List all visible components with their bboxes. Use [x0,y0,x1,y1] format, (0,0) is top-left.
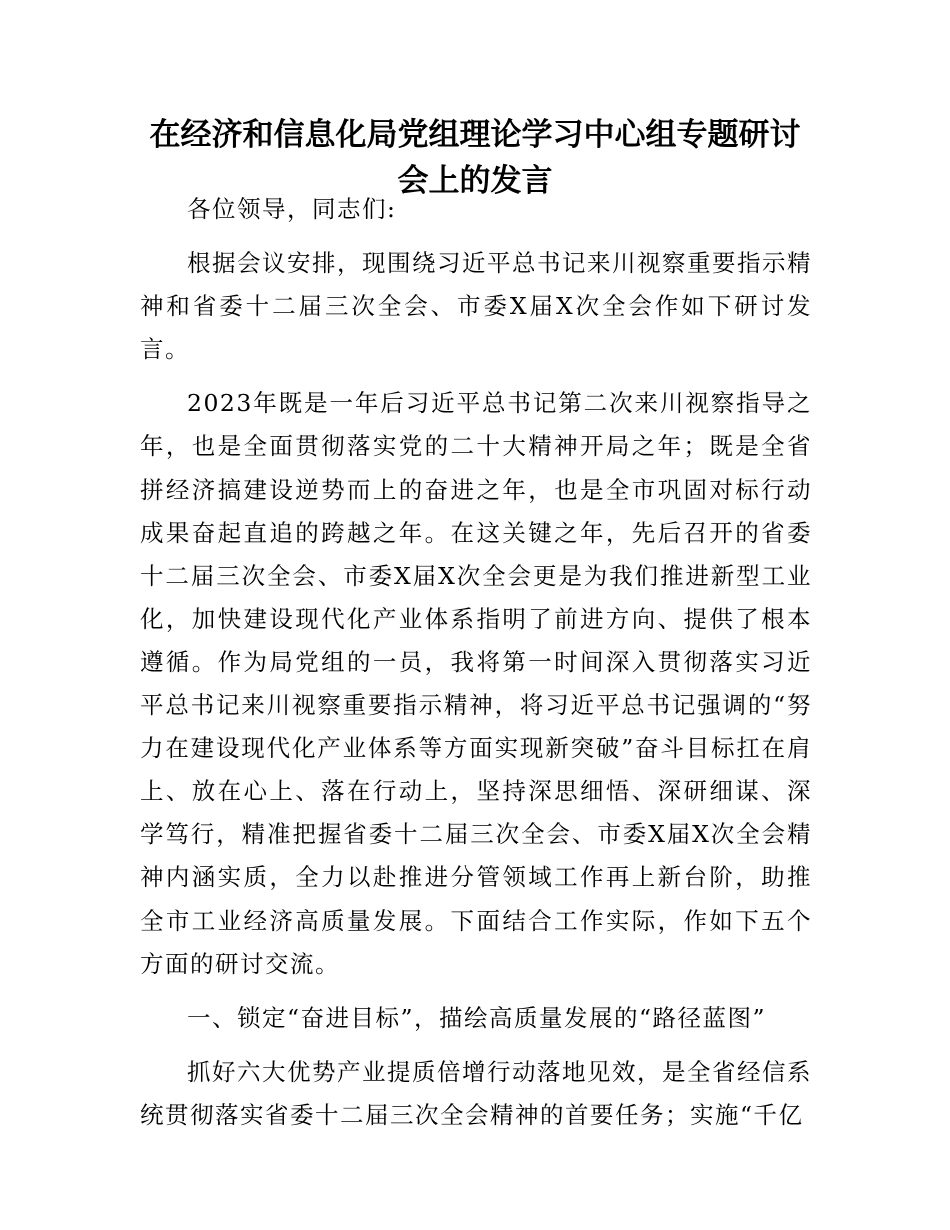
section-heading-1: 一、锁定“奋进目标”，描绘高质量发展的“路径蓝图” [187,1003,767,1032]
section-1-paragraph: 抓好六大优势产业提质倍增行动落地见效，是全省经信系统贯彻落实省委十二届三次全会精神的首要任务；实施“千亿 [140,1057,812,1129]
context-paragraph: 2023年既是一年后习近平总书记第二次来川视察指导之年，也是全面贯彻落实党的二十大精神开局之年；既是全省拼经济搞建设逆势而上的奋进之年，也是全市巩固对标行动成果奋起直追的跨越之年。在这关键之年，先后召开的省委十二届三次全会、市委X届X次全会更是为我们推进新型工业化，加快建设现代化产业体系指明了前进方向、提供了根本遵循。作为局党组的一员，我将第一时间深入贯彻落实习近平总书记来川视察重要指示精神，将习近平总书记强调的“努力在建设现代化产业体系等方面实现新突破”奋斗目标扛在肩上、放在心上、落在行动上，坚持深思细悟、深研细谋、深学笃行，精准把握省委十二届三次全会、市委X届X次全会精神内涵实质，全力以赴推进分管领域工作再上新台阶，助推全市工业经济高质量发展。下面结合工作实际，作如下五个方面的研讨交流。 [140,389,812,978]
greeting-paragraph: 各位领导，同志们: [187,195,397,223]
document-title: 在经济和信息化局党组理论学习中心组专题研讨会上的发言 [149,117,801,199]
document-body [140,188,812,1148]
intro-paragraph: 根据会议安排，现围绕习近平总书记来川视察重要指示精神和省委十二届三次全会、市委X届X次全会作如下研讨发言。 [140,249,812,364]
